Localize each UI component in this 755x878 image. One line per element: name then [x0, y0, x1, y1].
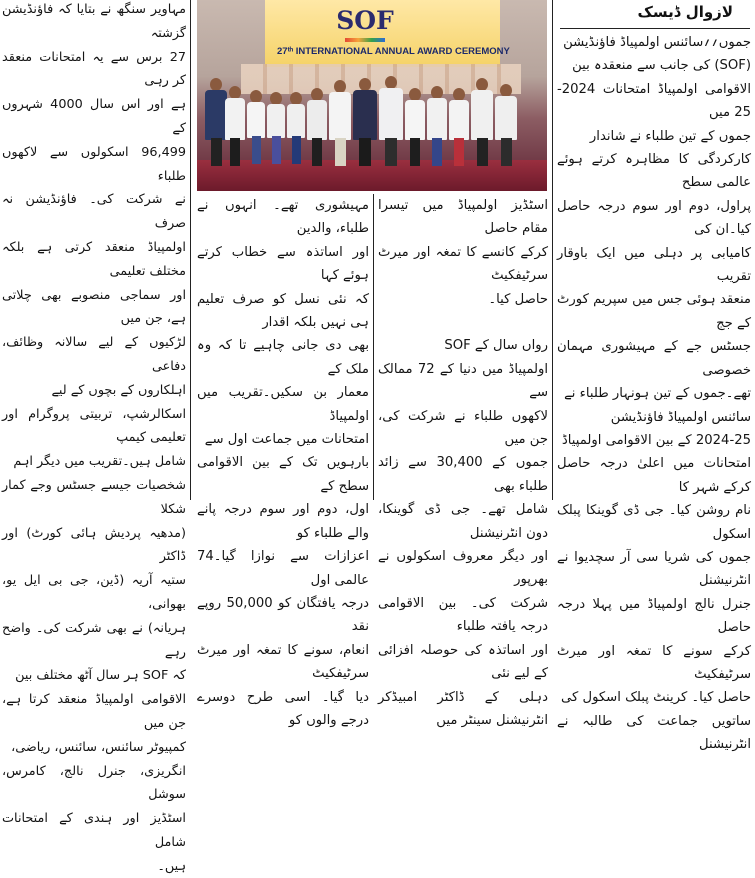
text-line: نے شرکت کی۔ فاؤنڈیشن نہ صرف	[2, 192, 186, 232]
text-line: 27 برس سے یہ امتحانات منعقد کر رہی	[2, 49, 186, 89]
text-line: ساتویں جماعت کی طالبہ نے انٹرنیشنل	[557, 713, 751, 753]
text-line: جموں کی شریا سی آر سچدیوا نے انٹرنیشنل	[557, 549, 751, 589]
person	[379, 76, 403, 166]
text-line: کمپیوٹر سائنس، سائنس، ریاضی،	[11, 739, 186, 755]
text-line: بھی دی جانی چاہیے تا کہ وہ ملک کے	[197, 338, 369, 377]
text-line: شامل ہیں۔تقریب میں دیگر اہم	[13, 454, 186, 470]
text-line: حاصل کیا۔	[488, 291, 548, 307]
person	[449, 88, 469, 166]
person	[405, 88, 425, 166]
text-line: پراول، دوم اور سوم درجہ حاصل کیا۔ان کی	[557, 198, 751, 238]
person	[267, 92, 285, 164]
text-line: مہاویر سنگھ نے بتایا کہ فاؤنڈیشن گزشتہ	[2, 2, 186, 41]
text-line: جموں کے 30,400 سے زائد طلباء بھی	[378, 455, 548, 494]
text-line: انعام، سونے کا تمغہ اور میرٹ سرٹیفکیٹ	[197, 642, 369, 682]
text-line: معمار بن سکیں۔تقریب میں اولمپیاڈ	[197, 385, 369, 424]
text-line: ہریانہ) نے بھی شرکت کی۔ واضح رہے	[2, 620, 186, 660]
text-line: (مدھیہ پردیش ہائی کورٹ) اور ڈاکٹر	[2, 525, 186, 565]
text-line: کامیابی پر دہلی میں ایک باوقار تقریب	[557, 245, 751, 285]
text-line: کہ نئی نسل کو صرف تعلیم ہی نہیں بلکہ اقدار	[197, 291, 369, 331]
text-line: امتحانات میں اعلیٰ درجہ حاصل کرکے شہر کا	[557, 456, 751, 495]
header-title: لازوال ڈیسک	[637, 3, 733, 21]
person	[329, 80, 351, 166]
text-line: اور دیگر معروف اسکولوں نے بھرپور	[378, 549, 548, 588]
text-line: اول، دوم اور سوم درجہ پانے والے طلباء کو	[197, 502, 369, 541]
ceremony-banner-text: 27ᵗʰ INTERNATIONAL ANNUAL AWARD CEREMONY	[277, 46, 510, 57]
text-line: اور اساتذہ سے خطاب کرتے ہوئے کہا	[197, 244, 369, 284]
article-column-left	[2, 0, 186, 878]
text-line: تھے۔جموں کے تین ہونہار طلباء نے	[564, 386, 751, 402]
text-line: کہ SOF ہر سال آٹھ مختلف بین	[15, 668, 186, 684]
person	[427, 86, 447, 166]
text-line: جموں کے تین طلباء نے شاندار	[589, 128, 751, 144]
text-line: اسٹڈیز اور ہندی کے امتحانات شامل	[2, 811, 186, 850]
person	[307, 88, 327, 166]
article-column-middle-left	[197, 194, 369, 732]
text-line	[378, 311, 548, 334]
article-column-right	[557, 31, 751, 757]
text-line: درجہ یافتگان کو 50,000 روپے نقد	[197, 595, 370, 635]
header-underline	[560, 28, 750, 29]
sof-logo: SOF	[336, 6, 394, 35]
text-line: اسٹڈیز اولمپیاڈ میں تیسرا مقام حاصل	[378, 198, 548, 237]
text-line: کرکے کانسے کا تمغہ اور میرٹ سرٹیفکیٹ	[378, 244, 548, 284]
person	[471, 78, 493, 166]
text-line: شرکت کی۔ بین الاقوامی درجہ یافتہ طلباء	[378, 595, 548, 635]
column-rule	[552, 0, 553, 500]
text-line: اہلکاروں کے بچوں کے لیے	[51, 382, 186, 398]
text-line: بارہویں تک کے بین الاقوامی سطح کے	[197, 455, 369, 494]
sof-logo-stripe	[345, 38, 385, 42]
text-line: شخصیات جیسے جسٹس وجے کمار شکلا	[2, 477, 186, 517]
text-line: اولمپیاڈ میں دنیا کے 72 ممالک سے	[378, 361, 548, 401]
text-line: ہے اور اس سال 4000 شہروں کے	[2, 97, 186, 136]
text-line: (SOF) کی جانب سے منعقدہ بین	[572, 58, 751, 74]
text-line: جنرل نالج اولمپیاڈ میں پہلا درجہ حاصل	[557, 596, 751, 636]
person	[247, 90, 265, 164]
text-line: شامل تھے۔ جی ڈی گوینکا، دون انٹرنیشنل	[378, 502, 548, 541]
column-rule	[373, 194, 374, 500]
text-line: اور سماجی منصوبے بھی چلاتی ہے، جن میں	[2, 287, 186, 327]
text-line: نام روشن کیا۔ جی ڈی گوینکا پبلک اسکول	[557, 503, 751, 542]
text-line: جموں؍؍سائنس اولمپیاڈ فاؤنڈیشن	[563, 35, 751, 50]
text-line: امتحانات میں جماعت اول سے	[204, 432, 369, 448]
text-line: حاصل کیا۔ کرینٹ پبلک اسکول کی	[561, 690, 751, 706]
text-line: کارکردگی کا مظاہرہ کرتے ہوئے عالمی سطح	[557, 152, 751, 191]
text-line: سائنس اولمپیاڈ فاؤنڈیشن	[610, 409, 751, 425]
text-line: 2024-25 کے بین الاقوامی اولمپیاڈ	[561, 432, 751, 448]
text-line: اولمپیاڈ منعقد کرتی ہے بلکہ مختلف تعلیمی	[2, 239, 186, 279]
text-line: منعقد ہوئی جس میں سپریم کورٹ کے جج	[557, 292, 751, 331]
person	[225, 86, 245, 166]
text-line: اور اساتذہ کی حوصلہ افزائی کے لیے نئی	[378, 642, 548, 682]
text-line: الاقوامی اولمپیاڈ امتحانات 2024-25 میں	[557, 81, 751, 121]
text-line: ہیں۔	[157, 858, 186, 874]
text-line: رواں سال کے SOF	[444, 338, 548, 354]
text-line: کرکے سونے کا تمغہ اور میرٹ سرٹیفکیٹ	[557, 643, 751, 682]
text-line: اعزازات سے نوازا گیا۔74 عالمی اول	[197, 549, 369, 588]
column-rule	[190, 0, 191, 500]
article-column-middle	[378, 194, 548, 732]
text-line: لڑکیوں کے لیے سالانہ وظائف، دفاعی	[2, 335, 186, 374]
text-line: مہیشوری تھے۔ انہوں نے طلباء، والدین	[197, 198, 369, 237]
text-line: الاقوامی اولمپیاڈ منعقد کرتا ہے، جن میں	[2, 692, 186, 731]
text-line: دہلی کے ڈاکٹر امبیڈکر انٹرنیشنل سینٹر میں	[378, 689, 548, 728]
person	[495, 84, 517, 166]
person	[353, 78, 377, 166]
text-line: دیا گیا۔ اسی طرح دوسرے درجے والوں کو	[197, 689, 369, 728]
event-photo	[197, 0, 547, 191]
text-line: لاکھوں طلباء نے شرکت کی، جن میں	[378, 408, 548, 448]
text-line: انگریزی، جنرل نالج، کامرس، سوشل	[2, 763, 186, 803]
person	[287, 92, 305, 164]
text-line: اسکالرشپ، تربیتی پروگرام اور تعلیمی کیمپ	[2, 406, 186, 446]
text-line: ستیہ آریہ (ڈین، جی بی ایل یو، بھوانی،	[2, 573, 186, 612]
person	[205, 78, 227, 166]
text-line: جسٹس جے کے مہیشوری مہمان خصوصی	[557, 339, 751, 378]
text-line: 96,499 اسکولوں سے لاکھوں طلباء	[2, 144, 186, 184]
